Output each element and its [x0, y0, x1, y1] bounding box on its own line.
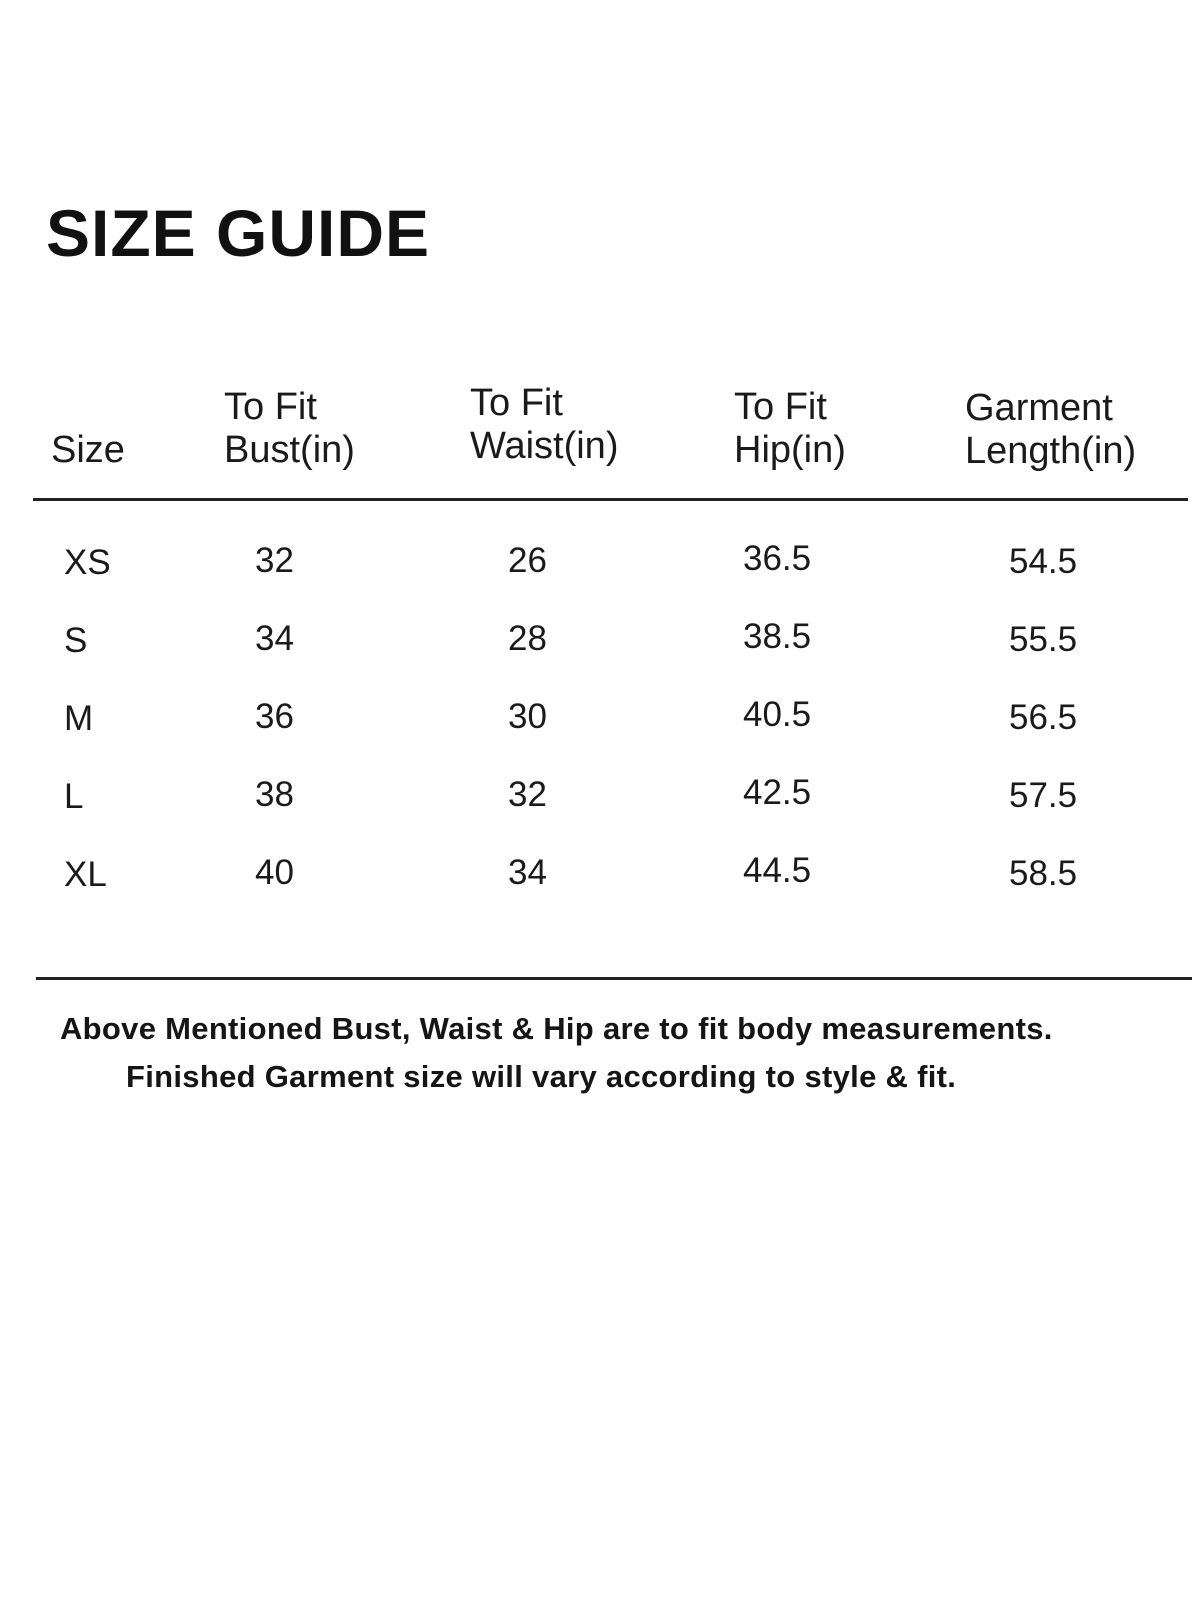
- cell-length: 58.5: [1009, 854, 1078, 893]
- cell-size: XS: [64, 543, 111, 582]
- cell-size: M: [64, 699, 94, 738]
- cell-length: 55.5: [1009, 620, 1078, 659]
- cell-bust: 34: [255, 619, 294, 658]
- cell-bust: 38: [255, 775, 294, 814]
- cell-length: 54.5: [1009, 542, 1078, 581]
- cell-hip: 36.5: [743, 539, 812, 578]
- page-title: SIZE GUIDE: [46, 196, 431, 270]
- cell-waist: 30: [508, 697, 547, 736]
- header-waist: [470, 382, 618, 468]
- cell-waist: 28: [508, 619, 547, 658]
- cell-length: 56.5: [1009, 698, 1078, 737]
- header-waist-line2: Waist(in): [470, 425, 619, 467]
- header-waist-line1: To Fit: [470, 382, 563, 424]
- header-bust: [224, 386, 355, 472]
- header-divider: [33, 498, 1188, 501]
- cell-length: 57.5: [1009, 776, 1078, 815]
- cell-waist: 32: [508, 775, 547, 814]
- header-length-line2: Length(in): [965, 430, 1137, 472]
- footnote-line-1: Above Mentioned Bust, Waist & Hip are to fit body measurements.: [60, 1011, 1053, 1046]
- header-size: [51, 429, 125, 472]
- cell-waist: 26: [508, 541, 547, 580]
- footnote-line-2: Finished Garment size will vary according to style & fit.: [126, 1059, 957, 1094]
- cell-hip: 42.5: [743, 773, 812, 812]
- header-bust-line2: Bust(in): [224, 429, 355, 471]
- header-length-line1: Garment: [965, 387, 1113, 429]
- cell-size: S: [64, 621, 88, 660]
- cell-bust: 36: [255, 697, 294, 736]
- table-bottom-divider: [36, 977, 1192, 980]
- cell-hip: 44.5: [743, 851, 812, 890]
- header-hip-line1: To Fit: [734, 386, 827, 428]
- cell-hip: 40.5: [743, 695, 812, 734]
- cell-hip: 38.5: [743, 617, 812, 656]
- cell-waist: 34: [508, 853, 547, 892]
- header-size-label: Size: [51, 429, 125, 471]
- cell-bust: 32: [255, 541, 294, 580]
- header-hip-line2: Hip(in): [734, 429, 846, 471]
- header-hip: [734, 386, 846, 472]
- header-length: [965, 387, 1136, 473]
- header-bust-line1: To Fit: [224, 386, 317, 428]
- cell-bust: 40: [255, 853, 294, 892]
- cell-size: L: [64, 777, 84, 816]
- cell-size: XL: [64, 855, 107, 894]
